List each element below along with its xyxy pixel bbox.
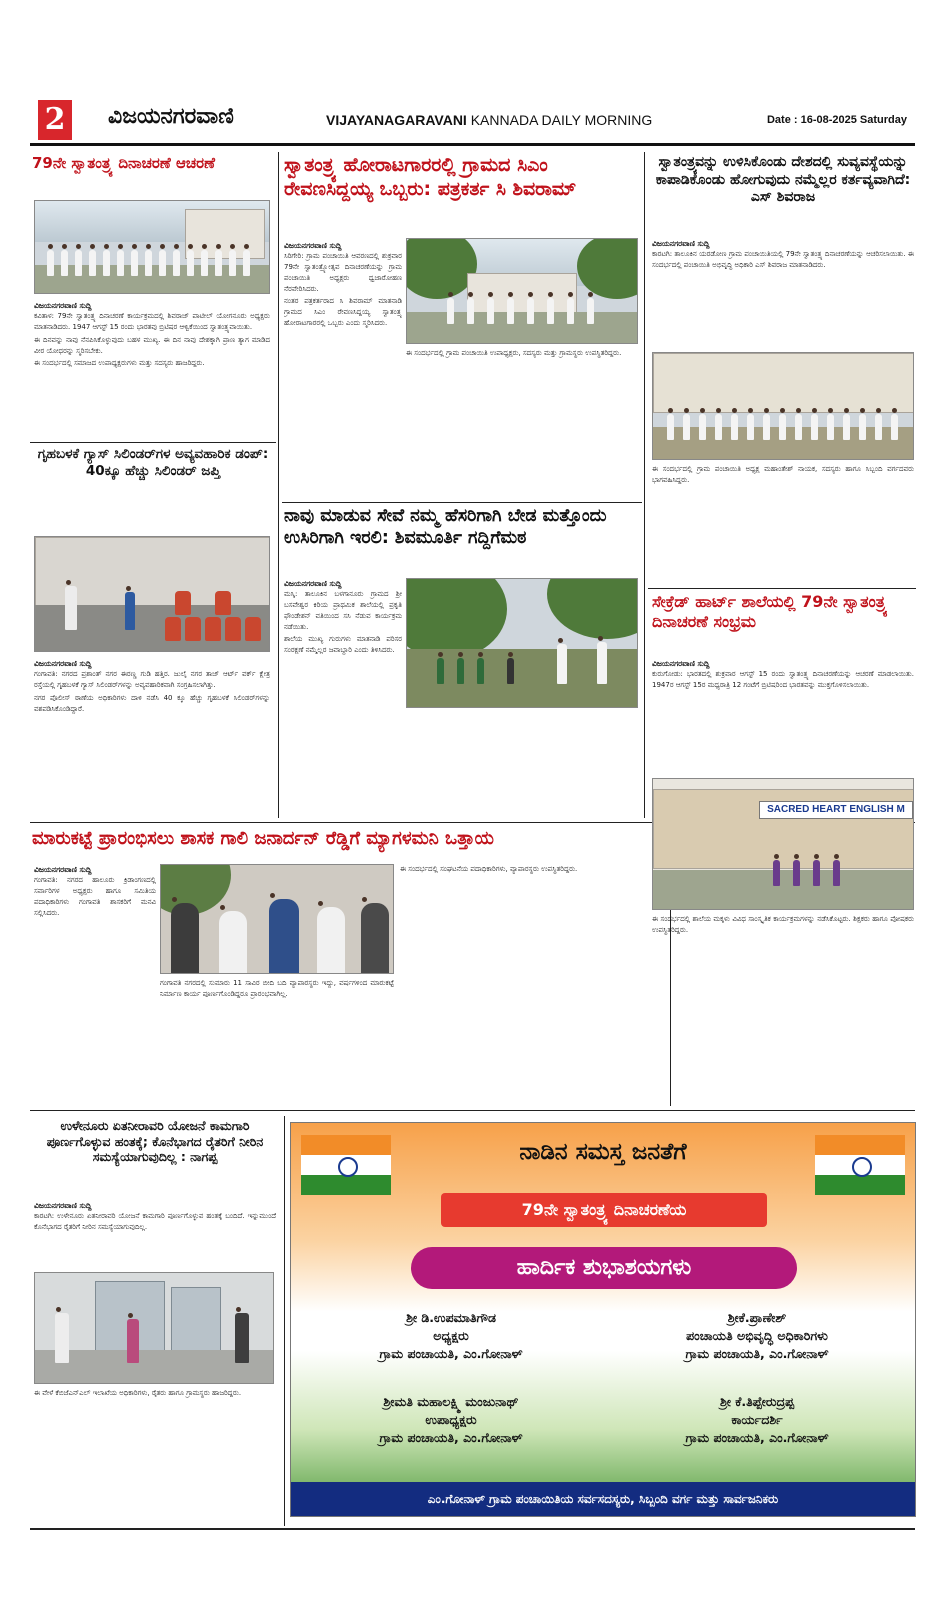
ad-person-president	[311, 1309, 591, 1363]
article-body-a8	[34, 1198, 276, 1268]
article-photo	[34, 1272, 274, 1384]
paper-tagline: KANNADA DAILY MORNING	[470, 112, 653, 128]
row-rule	[282, 502, 642, 503]
column-rule	[644, 152, 645, 818]
article-paragraph: ಈ ದಿನವನ್ನು ನಾವು ನೆನಪಿಸಿಕೊಳ್ಳುವುದು ಬಹಳ ಮುಖ್ಯ. ಈ ದಿನ ನಾವು ದೇಶಕ್ಕಾಗಿ ಪ್ರಾಣ ತ್ಯಾಗ ಮಾಡಿದ ವೀರ ಯೋಧರನ್ನು ಸ್ಮರಿಸಬೇಕು.	[34, 335, 270, 355]
ad-footer: ಎಂ.ಗೋನಾಳ್ ಗ್ರಾಮ ಪಂಚಾಯಿತಿಯ ಸರ್ವಸದಸ್ಯರು, ಸಿಬ್ಬಂದಿ ವರ್ಗ ಮತ್ತು ಸಾರ್ವಜನಿಕರು	[291, 1482, 915, 1516]
article-byline: ವಿಜಯನಗರವಾಣಿ ಸುದ್ದಿ	[284, 241, 342, 250]
article-paragraph: ಈ ಸಂದರ್ಭದಲ್ಲಿ ಗ್ರಾಮ ಪಂಚಾಯಿತಿ ಅಧ್ಯಕ್ಷ ಮಹಾಂತೇಶ್ ನಾಯಕ, ಸದಸ್ಯರು ಹಾಗೂ ಸಿಬ್ಬಂದಿ ವರ್ಗದವರು ಭಾಗವಹಿಸಿದ್ದರು.	[652, 465, 914, 484]
article-body-a3	[284, 238, 402, 498]
article-paragraph: ನಂತರ ಪತ್ರಕರ್ತರಾದ ಸಿ ಶಿವರಾಮ್ ಮಾತನಾಡಿ ಗ್ರಾಮದ ಸಿಎಂ ರೇವಣಸಿದ್ದಯ್ಯ ಸ್ವಾತಂತ್ರ್ಯ ಹೋರಾಟಗಾರರಲ್ಲಿ ಒಬ್ಬರು ಎಂದು ಸ್ಮರಿಸಿದರು.	[284, 297, 402, 328]
masthead	[30, 98, 915, 146]
article-paragraph: ಸಿರಿಗೇರಿ: ಗ್ರಾಮ ಪಂಚಾಯಿತಿ ಆವರಣದಲ್ಲಿ ಶುಕ್ರವಾರ 79ನೇ ಸ್ವಾತಂತ್ರ್ಯೋತ್ಸವ ದಿನಾಚರಣೆಯನ್ನು ಗ್ರಾಮ ಪಂಚಾಯಿತಿ ಅಧ್ಯಕ್ಷರು ಧ್ವಜಾರೋಹಣ ನೆರವೇರಿಸಿದರು.	[284, 252, 402, 293]
greeting-advertisement	[290, 1122, 916, 1517]
person-role: ಪಂಚಾಯತಿ ಅಭಿವೃದ್ಧಿ ಅಧಿಕಾರಿಗಳು	[686, 1328, 828, 1344]
person-name: ಶ್ರೀ ಕೆ.ತಿಪ್ಪೇರುದ್ರಪ್ಪ	[719, 1394, 795, 1409]
person-office: ಗ್ರಾಮ ಪಂಚಾಯತಿ, ಎಂ.ಗೋನಾಳ್	[379, 1430, 523, 1446]
person-role: ಅಧ್ಯಕ್ಷರು	[433, 1328, 469, 1344]
person-office: ಗ್ರಾಮ ಪಂಚಾಯತಿ, ಎಂ.ಗೋನಾಳ್	[685, 1430, 829, 1446]
article-market-demand	[32, 828, 664, 858]
article-paragraph: ಕುರುಗೋಡು: ಭಾರತದಲ್ಲಿ ಶುಕ್ರವಾರ ಆಗಸ್ಟ್ 15 ರಂದು ಸ್ವಾತಂತ್ರ್ಯ ದಿನಾಚರಣೆಯನ್ನು ಆಚರಣೆ ಮಾಡಲಾಯಿತು. 1947ರ ಆಗಸ್ಟ್ 15ರ ಮಧ್ಯರಾತ್ರಿ 12 ಗಂಟೆಗೆ ಬ್ರಿಟಿಷರಿಂದ ಭಾರತವನ್ನು ಮುಕ್ತಗೊಳಿಸಲಾಯಿತು.	[652, 670, 914, 689]
column-rule	[284, 1116, 285, 1526]
ad-subtitle: 79ನೇ ಸ್ವಾತಂತ್ರ್ಯ ದಿನಾಚರಣೆಯ	[441, 1193, 767, 1227]
article-paragraph: ಕಾರಟಗಿ: ತಾಲೂಕಿನ ಯರಡೋಣ ಗ್ರಾಮ ಪಂಚಾಯಿತಿಯಲ್ಲಿ 79ನೇ ಸ್ವಾತಂತ್ರ್ಯ ದಿನಾಚರಣೆಯನ್ನು ಆಚರಿಸಲಾಯಿತು. ಈ ಸಂದರ್ಭದಲ್ಲಿ ಪಂಚಾಯಿತಿ ಅಭಿವೃದ್ಧಿ ಅಧಿಕಾರಿ ಎಸ್ ಶಿವರಾಜ ಮಾತನಾಡಿದರು.	[652, 250, 914, 269]
paper-name-kannada: ವಿಜಯನಗರವಾಣಿ	[108, 104, 234, 129]
article-photo	[652, 778, 914, 910]
article-paragraph: ಈ ವೇಳೆ ಕೆಬಿಜೆಎನ್‌ಎಲ್ ಇಲಾಖೆಯ ಅಧಿಕಾರಿಗಳು, ರೈತರು ಹಾಗೂ ಗ್ರಾಮಸ್ಥರು ಹಾಜರಿದ್ದರು.	[34, 1389, 242, 1397]
article-body-a4-cont	[652, 464, 914, 584]
article-service-name	[284, 506, 638, 572]
ad-person-pdo	[617, 1309, 897, 1363]
article-paragraph: ಕವಿತಾಳ: 79ನೇ ಸ್ವಾತಂತ್ರ್ಯ ದಿನಾಚರಣೆ ಕಾರ್ಯಕ್ರಮದಲ್ಲಿ ಶಿವರಾಜ್ ಪಾಟೀಲ್ ಯೋಗನೂರು ಅಧ್ಯಕ್ಷರು ಮಾತನಾಡಿದರು. 1947 ಆಗಸ್ಟ್ 15 ರಂದು ಭಾರತವು ಬ್ರಿಟಿಷರ ಆಳ್ವಿಕೆಯಿಂದ ಸ್ವಾತಂತ್ರ್ಯವಾಯಿತು.	[34, 312, 270, 331]
article-paragraph: ಈ ಸಂದರ್ಭದಲ್ಲಿ ಶಾಲೆಯ ಮಕ್ಕಳು ವಿವಿಧ ಸಾಂಸ್ಕೃತಿಕ ಕಾರ್ಯಕ್ರಮಗಳನ್ನು ನಡೆಸಿಕೊಟ್ಟರು. ಶಿಕ್ಷಕರು ಹಾಗೂ ಪೋಷಕರು ಉಪಸ್ಥಿತರಿದ್ದರು.	[652, 915, 914, 934]
article-headline: ಮಾರುಕಟ್ಟೆ ಪ್ರಾರಂಭಿಸಲು ಶಾಸಕ ಗಾಲಿ ಜನಾರ್ದನ್ ರೆಡ್ಡಿಗೆ ಮ್ಯಾಗಳಮನಿ ಒತ್ತಾಯ	[32, 828, 494, 849]
article-sacred-heart-school	[652, 592, 914, 652]
article-paragraph: ಈ ಸಂದರ್ಭದಲ್ಲಿ ಗ್ರಾಮ ಪಂಚಾಯಿತಿ ಉಪಾಧ್ಯಕ್ಷರು, ಸದಸ್ಯರು ಮತ್ತು ಗ್ರಾಮಸ್ಥರು ಉಪಸ್ಥಿತರಿದ್ದರು.	[406, 349, 622, 357]
article-paragraph: ಈ ಸಂದರ್ಭದಲ್ಲಿ ಸಮಾಜದ ಉಪಾಧ್ಯಕ್ಷರುಗಳು ಮತ್ತು ಸದಸ್ಯರು ಹಾಜರಿದ್ದರು.	[34, 359, 205, 368]
article-byline: ವಿಜಯನಗರವಾಣಿ ಸುದ್ದಿ	[34, 865, 92, 874]
article-headline: 79ನೇ ಸ್ವಾತಂತ್ರ್ಯ ದಿನಾಚರಣೆ ಆಚರಣೆ	[32, 154, 216, 172]
article-headline: ಉಳೇನೂರು ಏತನೀರಾವರಿ ಯೋಜನೆ ಕಾಮಗಾರಿ ಪೂರ್ಣಗೊಳ್ಳುವ ಹಂತಕ್ಕೆ; ಕೊನೆಭಾಗದ ರೈತರಿಗೆ ನೀರಿನ ಸಮಸ್ಯೆಯಾಗುವುದಿಲ್ಲ : ನಾಗಪ್ಪ	[46, 1118, 264, 1165]
article-byline: ವಿಜಯನಗರವಾಣಿ ಸುದ್ದಿ	[34, 1201, 92, 1210]
article-body-a7	[34, 862, 156, 1104]
paper-name-english	[326, 112, 652, 128]
article-body-a4	[652, 236, 914, 346]
ad-wish: ಹಾರ್ದಿಕ ಶುಭಾಶಯಗಳು	[411, 1247, 797, 1289]
article-body-a5	[284, 576, 402, 816]
person-name: ಶ್ರೀಮತಿ ಮಹಾಲಕ್ಷ್ಮಿ ಮಂಜುನಾಥ್	[383, 1394, 519, 1409]
row-rule	[30, 1528, 915, 1530]
article-paragraph: ಕಾರಟಗಿ: ಉಳೇನೂರು ಏತನೀರಾವರಿ ಯೋಜನೆ ಕಾಮಗಾರಿ ಪೂರ್ಣಗೊಳ್ಳುವ ಹಂತಕ್ಕೆ ಬಂದಿದೆ. ಇನ್ನುಮುಂದೆ ಕೊನೆಭಾಗದ ರೈತರಿಗೆ ನೀರಿನ ಸಮಸ್ಯೆಯಾಗುವುದಿಲ್ಲ.	[34, 1212, 276, 1231]
article-byline: ವಿಜಯನಗರವಾಣಿ ಸುದ್ದಿ	[284, 579, 342, 588]
article-body-a3-cont	[406, 348, 638, 498]
column-rule	[278, 152, 279, 818]
article-photo	[160, 864, 394, 974]
person-office: ಗ್ರಾಮ ಪಂಚಾಯತಿ, ಎಂ.ಗೋನಾಳ್	[685, 1346, 829, 1362]
article-body-a6	[652, 656, 914, 776]
article-paragraph: ನಗರ ಪೊಲೀಸ್ ಠಾಣೆಯ ಅಧಿಕಾರಿಗಳು ದಾಳಿ ನಡೆಸಿ 40 ಕ್ಕೂ ಹೆಚ್ಚು ಗೃಹಬಳಕೆ ಸಿಲಿಂಡರ್‌ಗಳನ್ನು ವಶಪಡಿಸಿಕೊಂಡಿದ್ದಾರೆ.	[34, 693, 270, 713]
article-preserve-freedom	[650, 154, 916, 234]
person-name: ಶ್ರೀ ಡಿ.ಉಪಮಾತಿಗೌಡ	[406, 1310, 496, 1325]
article-paragraph: ಮಸ್ಕಿ: ತಾಲೂಕಿನ ಬಳಗಾನೂರು ಗ್ರಾಮದ ಶ್ರೀ ಬಸವೇಶ್ವರ ಕಿರಿಯ ಪ್ರಾಥಮಿಕ ಶಾಲೆಯಲ್ಲಿ ಪ್ರಕೃತಿ ಫೌಂಡೇಶನ್ ವತಿಯಿಂದ ಸಸಿ ನೆಡುವ ಕಾರ್ಯಕ್ರಮ ನಡೆಯಿತು.	[284, 590, 402, 631]
article-paragraph: ಶಾಲೆಯ ಮುಖ್ಯ ಗುರುಗಳು ಮಾತನಾಡಿ ಪರಿಸರ ಸಂರಕ್ಷಣೆ ನಮ್ಮೆಲ್ಲರ ಜವಾಬ್ದಾರಿ ಎಂದು ತಿಳಿಸಿದರು.	[284, 635, 402, 655]
article-headline: ಗೃಹಬಳಕೆ ಗ್ಯಾಸ್ ಸಿಲಿಂಡರ್‌ಗಳ ಅವ್ಯವಹಾರಿಕ ಡಂಪ್: 40ಕ್ಕೂ ಹೆಚ್ಚು ಸಿಲಿಂಡರ್ ಜಪ್ತಿ	[37, 446, 269, 479]
school-sign: SACRED HEART ENGLISH M	[759, 801, 913, 819]
article-headline: ಸ್ವಾತಂತ್ರ್ಯ ಹೋರಾಟಗಾರರಲ್ಲಿ ಗ್ರಾಮದ ಸಿಎಂ ರೇವಣಸಿದ್ದಯ್ಯ ಒಬ್ಬರು: ಪತ್ರಕರ್ತ ಸಿ ಶಿವರಾಮ್	[284, 154, 577, 200]
article-body-a6-cont	[652, 914, 914, 1104]
person-name: ಶ್ರೀಕೆ.ಪ್ರಾಣೇಶ್	[727, 1310, 787, 1325]
article-byline: ವಿಜಯನಗರವಾಣಿ ಸುದ್ದಿ	[652, 659, 710, 668]
article-photo	[34, 536, 270, 652]
article-photo	[652, 352, 914, 460]
ad-person-vice-president	[311, 1393, 591, 1447]
article-photo	[406, 578, 638, 708]
row-rule	[30, 1110, 915, 1111]
article-headline: ಸೇಕ್ರೆಡ್ ಹಾರ್ಟ್ ಶಾಲೆಯಲ್ಲಿ 79ನೇ ಸ್ವಾತಂತ್ರ್ಯ ದಿನಾಚರಣೆ ಸಂಭ್ರಮ	[652, 592, 888, 631]
person-office: ಗ್ರಾಮ ಪಂಚಾಯತಿ, ಎಂ.ಗೋನಾಳ್	[379, 1346, 523, 1362]
page-number: 2	[38, 100, 72, 140]
article-byline: ವಿಜಯನಗರವಾಣಿ ಸುದ್ದಿ	[34, 301, 92, 310]
article-headline: ನಾವು ಮಾಡುವ ಸೇವೆ ನಮ್ಮ ಹೆಸರಿಗಾಗಿ ಬೇಡ ಮತ್ತೊಂದು ಉಸಿರಿಗಾಗಿ ಇರಲಿ: ಶಿವಮೂರ್ತಿ ಗದ್ದಿಗೆಮಠ	[284, 506, 607, 548]
row-rule	[30, 442, 276, 443]
article-paragraph: ಈ ಸಂದರ್ಭದಲ್ಲಿ ಸಂಘಟನೆಯ ಪದಾಧಿಕಾರಿಗಳು, ವ್ಯಾಪಾರಸ್ಥರು ಉಪಸ್ಥಿತರಿದ್ದರು.	[400, 865, 578, 873]
article-paragraph: ಗಂಗಾವತಿ: ನಗರದ ಹಾಲೂರು ಕ್ರಿಡಾಂಗಣದಲ್ಲಿ ಸರ್ವಾರಿಗಳ ಅಧ್ಯಕ್ಷರು ಹಾಗೂ ಸಮಿತಿಯ ಪದಾಧಿಕಾರಿಗಳು ಗಂಗಾವತಿ ಶಾಸಕರಿಗೆ ಮನವಿ ಸಲ್ಲಿಸಿದರು.	[34, 876, 156, 917]
article-gas-cylinder-dump	[32, 446, 274, 526]
article-byline: ವಿಜಯನಗರವಾಣಿ ಸುದ್ದಿ	[34, 659, 92, 668]
article-irrigation-project	[32, 1118, 278, 1198]
article-byline: ವಿಜಯನಗರವಾಣಿ ಸುದ್ದಿ	[652, 239, 710, 248]
ad-title: ನಾಡಿನ ಸಮಸ್ತ ಜನತೆಗೆ	[519, 1139, 687, 1165]
paper-name-english-text: VIJAYANAGARAVANI	[326, 112, 467, 128]
person-role: ಉಪಾಧ್ಯಕ್ಷರು	[425, 1412, 477, 1428]
article-body-a7-cont	[160, 978, 394, 1104]
issue-date: Date : 16-08-2025 Saturday	[766, 114, 907, 126]
article-paragraph: ಗಂಗಾವತಿ ನಗರದಲ್ಲಿ ಸುಮಾರು 11 ಸಾವಿರ ಬೀದಿ ಬದಿ ವ್ಯಾಪಾರಸ್ಥರು ಇದ್ದು, ವರ್ಷಗಳಿಂದ ಮಾರುಕಟ್ಟೆ ನಿರ್ಮಾಣ ಕಾರ್ಯ ಪೂರ್ಣಗೊಂಡಿದ್ದರೂ ಪ್ರಾರಂಭವಾಗಿಲ್ಲ.	[160, 979, 394, 998]
row-rule	[648, 588, 916, 589]
article-freedom-fighter	[284, 154, 638, 234]
article-body-a8-cont	[34, 1388, 276, 1524]
ad-person-secretary	[617, 1393, 897, 1447]
article-body-a2	[34, 656, 270, 816]
article-body-a1	[34, 298, 270, 436]
article-photo	[406, 238, 638, 344]
article-photo	[34, 200, 270, 294]
article-body-a7-col3	[400, 864, 664, 1104]
article-paragraph: ಗಂಗಾವತಿ: ನಗರದ ಪ್ರಶಾಂತ್ ನಗರ ಈರಣ್ಣ ಗುಡಿ ಹತ್ತಿರ. ಜುಲೈ ನಗರ ತಾಜ್ ಆರ್ಟ್ ವರ್ಕ್ ಕ್ಷೇತ್ರ ರಸ್ತೆಯಲ್ಲಿ ಗೃಹಬಳಕೆ ಗ್ಯಾಸ್ ಸಿಲಿಂಡರ್‌ಗಳನ್ನು ಅವ್ಯವಹಾರಿಕವಾಗಿ ಸಂಗ್ರಹಿಸಲಾಗಿತ್ತು.	[34, 670, 270, 689]
article-headline: ಸ್ವಾತಂತ್ರ್ಯವನ್ನು ಉಳಿಸಿಕೊಂಡು ದೇಶದಲ್ಲಿ ಸುವ್ಯವಸ್ಥೆಯನ್ನು ಕಾಪಾಡಿಕೊಂಡು ಹೋಗುವುದು ನಮ್ಮೆಲ್ಲರ ಕರ್ತವ್ಯವಾಗಿದೆ: ಎಸ್ ಶಿವರಾಜ	[655, 154, 911, 205]
person-role: ಕಾರ್ಯದರ್ಶಿ	[731, 1412, 783, 1428]
